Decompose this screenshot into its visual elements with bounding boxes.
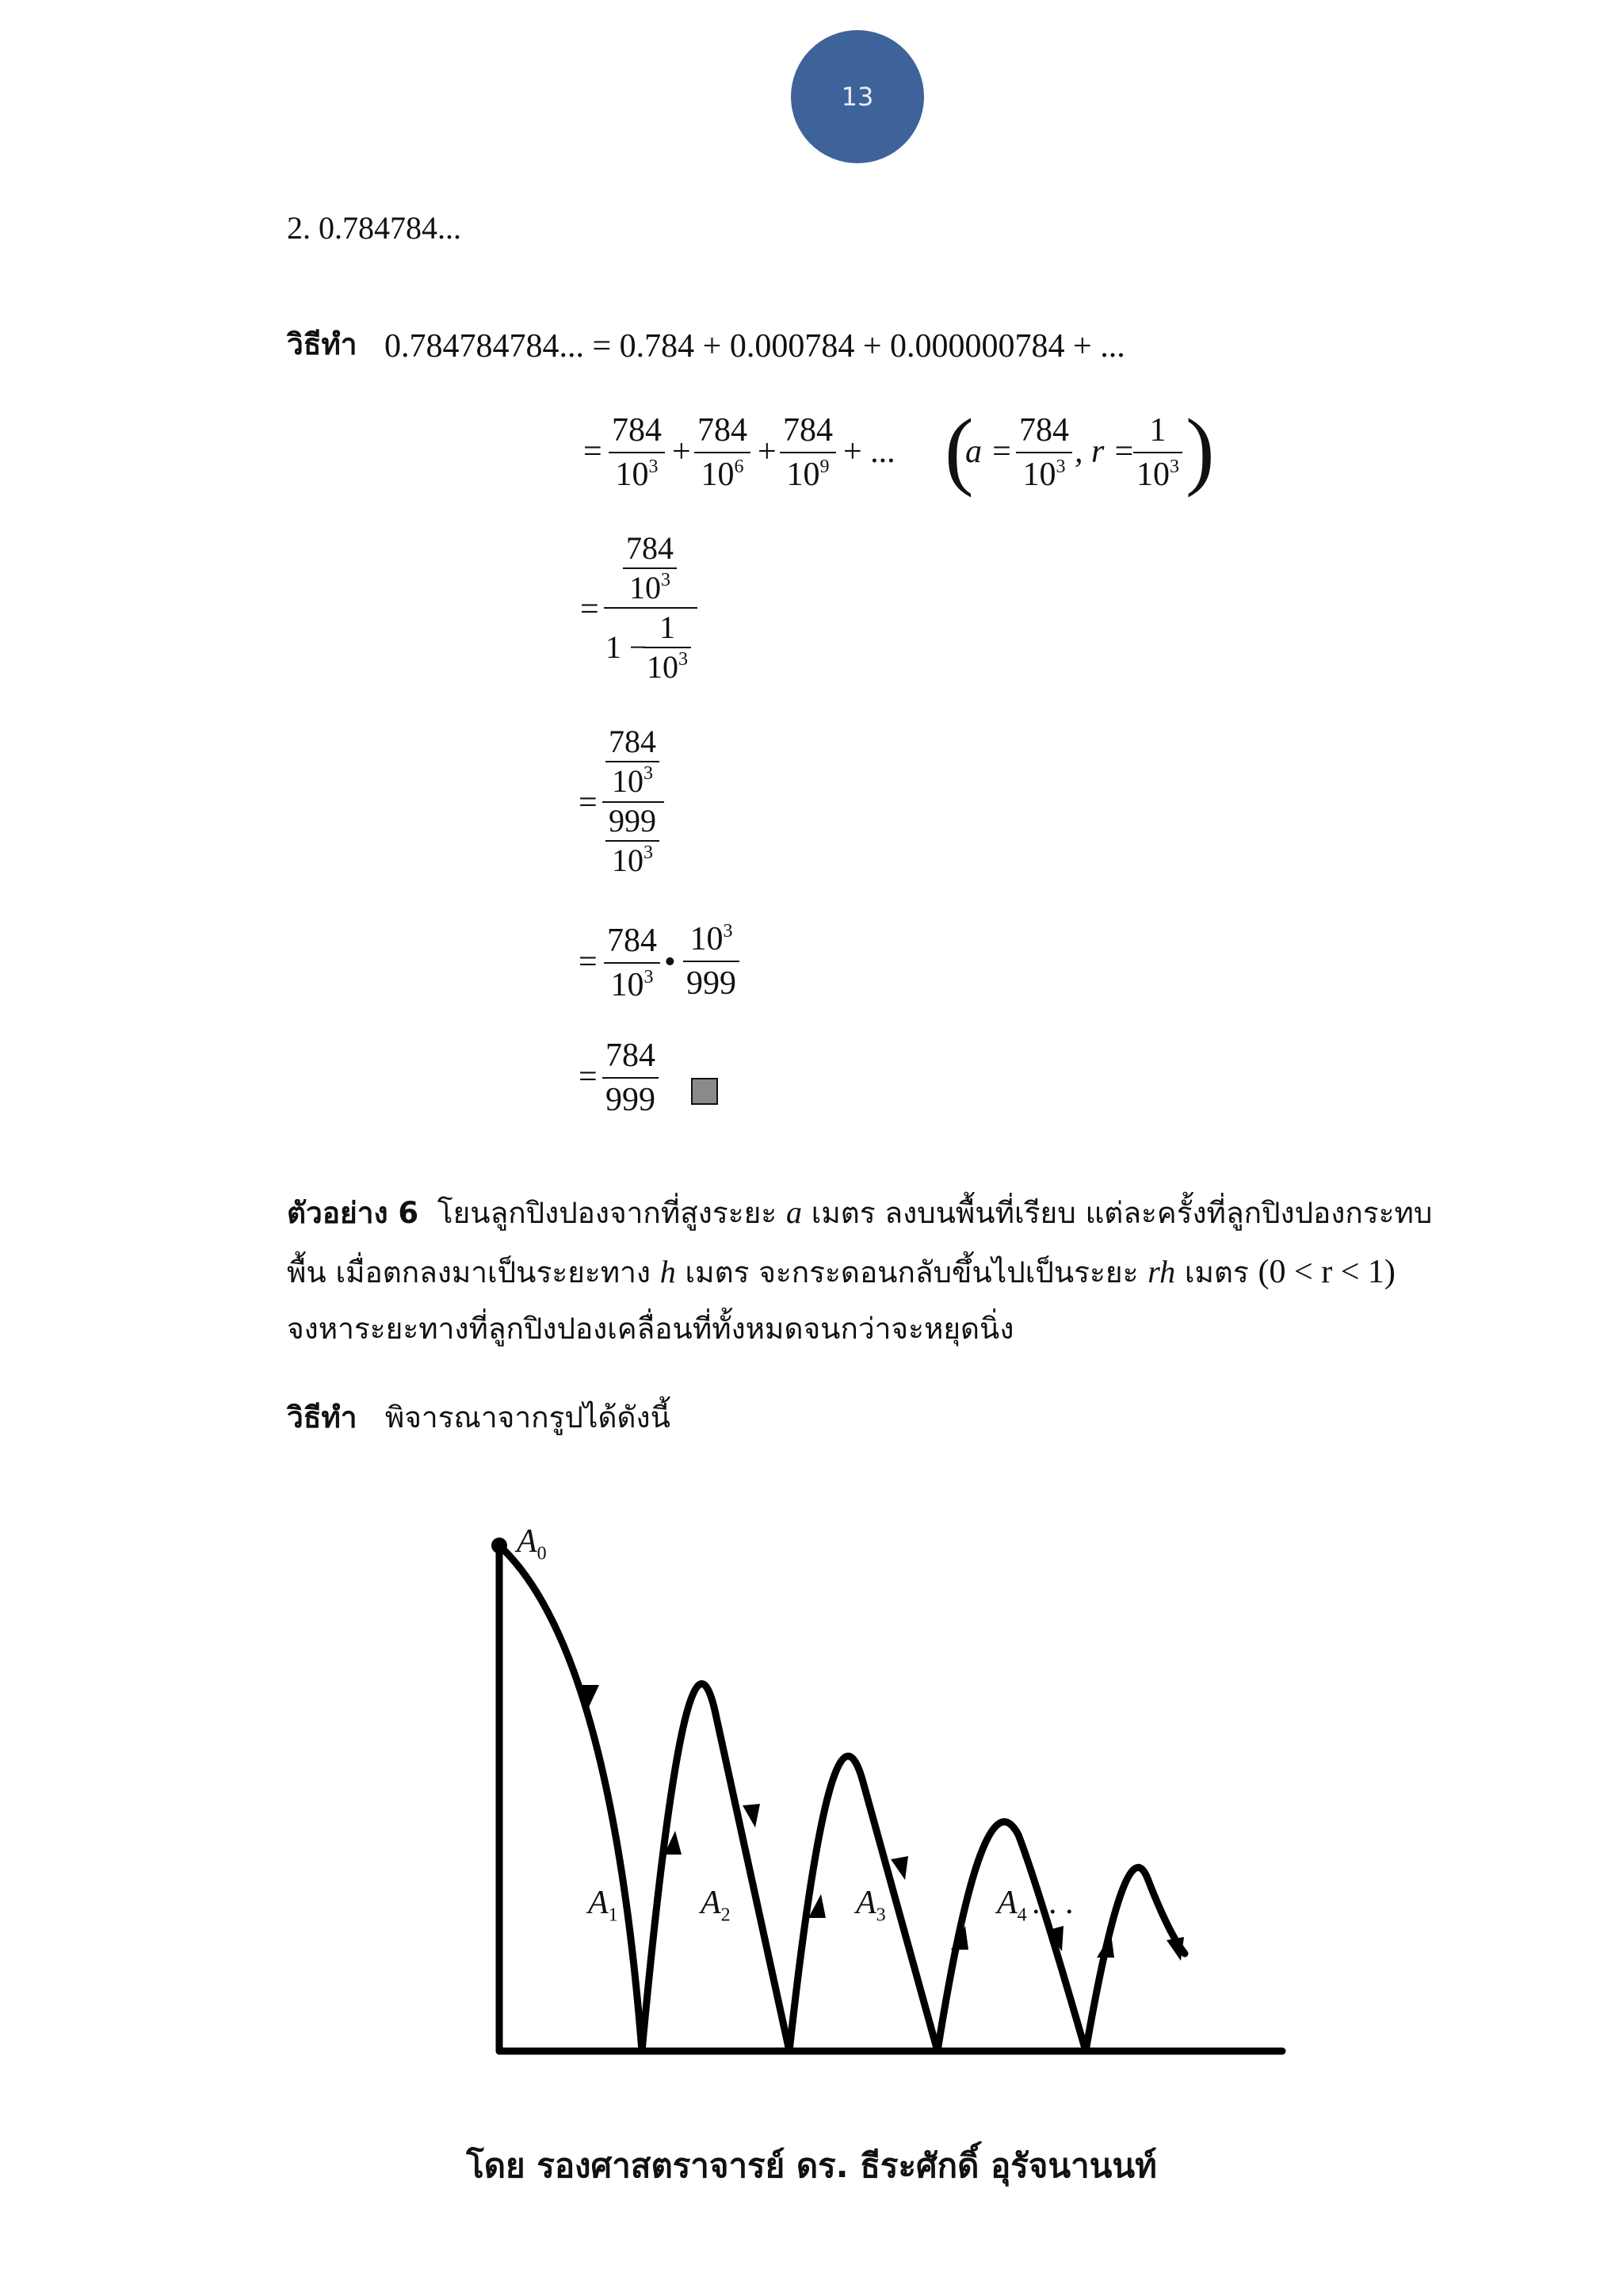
right-paren: ) — [1186, 401, 1215, 498]
page-number: 13 — [841, 82, 874, 112]
numerator: 784 — [604, 924, 660, 964]
denominator: $10^3$ — [612, 842, 653, 878]
plus-sign: + — [758, 434, 777, 470]
numerator: 784 — [605, 726, 659, 762]
label-A3: $A_3$ — [856, 1885, 886, 1926]
solution-expansion: 0.784784784... = 0.784 + 0.000784 + 0.000000784 + ... — [384, 328, 1125, 365]
label-A1: $A_1$ — [588, 1885, 618, 1926]
fall-path-0 — [499, 1545, 642, 2051]
denominator: 999 — [686, 965, 736, 1002]
numerator: $10^3$ — [683, 923, 739, 962]
bounce-path-4 — [1086, 1867, 1185, 2051]
denominator: $10^3$ — [1022, 457, 1066, 493]
denominator: $10^6$ — [701, 457, 744, 493]
example-line-3: จงหาระยะทางที่ลูกปิงปองเคลื่อนที่ทั้งหมดจนกว่าจะหยุดนิ่ง — [287, 1312, 1014, 1346]
arrow-down-icon — [891, 1856, 908, 1880]
denominator: $10^3$ — [647, 649, 688, 685]
solution-2-line: วิธีทำ พิจารณาจากรูปได้ดังนี้ — [287, 1400, 670, 1435]
numerator: 784 — [694, 414, 750, 453]
denominator: $10^3$ — [629, 570, 670, 606]
numerator: 1 — [643, 612, 691, 648]
solution-label: วิธีทำ — [287, 327, 357, 361]
r-equals: , r = — [1075, 434, 1136, 470]
denominator: $10^9$ — [786, 457, 830, 493]
denominator: $10^3$ — [610, 967, 654, 1003]
numerator: 784 — [780, 414, 836, 453]
numerator: 784 — [602, 1039, 659, 1079]
numerator: 784 — [623, 533, 677, 569]
numerator: 999 — [605, 805, 659, 842]
numerator: 784 — [609, 414, 665, 453]
arrow-down-icon — [1167, 1937, 1184, 1961]
equals-sign: = — [583, 434, 602, 470]
equals-sign: = — [579, 944, 598, 980]
example-line-1: ตัวอย่าง 6 โยนลูกปิงปองจากที่สูงระยะ a เมตร ลงบนพื้นที่เรียบ แต่ละครั้งที่ลูกปิงปองกระทบ — [287, 1194, 1433, 1230]
left-paren: ( — [945, 401, 974, 498]
plus-sign: + — [672, 434, 691, 470]
bounce-path-1 — [642, 1684, 789, 2051]
multiply-dot: • — [664, 944, 676, 980]
numerator: 1 — [1133, 414, 1182, 453]
equals-sign: = — [579, 785, 598, 821]
label-A2: $A_2$ — [701, 1885, 731, 1926]
footer-author: โดย รองศาสตราจารย์ ดร. ธีระศักดิ์ อุรัจนานนท์ — [466, 2146, 1157, 2185]
denominator: $10^3$ — [1136, 457, 1179, 493]
numerator: 784 — [1016, 414, 1072, 453]
example-line-2: พื้น เมื่อตกลงมาเป็นระยะทาง h เมตร จะกระดอนกลับขึ้นไปเป็นระยะ rh เมตร (0 < r < 1) — [287, 1254, 1396, 1290]
arrow-down-icon — [743, 1804, 760, 1828]
label-A0: $A_0$ — [517, 1523, 547, 1564]
one-minus: 1 − — [605, 629, 647, 665]
series-continuation: + ... — [843, 434, 896, 470]
equals-sign: = — [580, 591, 599, 628]
denominator: 999 — [605, 1082, 655, 1118]
equals-sign: = — [579, 1059, 598, 1095]
a-equals: a = — [965, 434, 1013, 470]
start-point — [491, 1538, 507, 1553]
denominator: $10^3$ — [612, 763, 653, 799]
problem-statement: 2. 0.784784... — [287, 210, 461, 246]
label-A4: $A_4$ — [997, 1885, 1027, 1926]
label-ellipsis: . . . — [1032, 1885, 1074, 1921]
denominator: $10^3$ — [615, 457, 659, 493]
